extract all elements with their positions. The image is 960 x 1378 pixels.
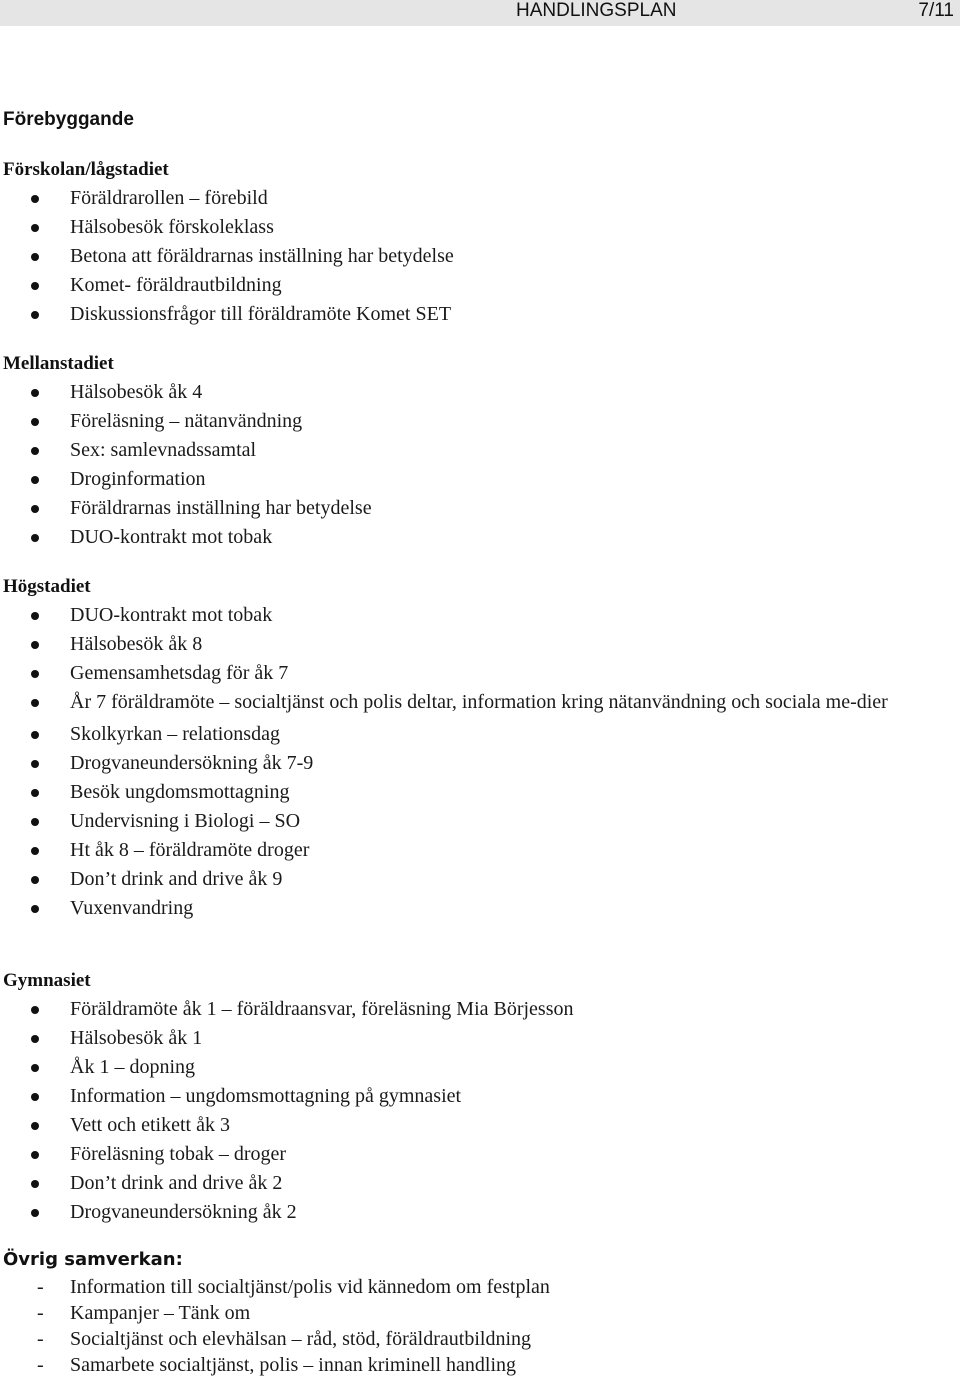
item-text: DUO-kontrakt mot tobak [70, 604, 273, 626]
item-text: Föräldrarnas inställning har betydelse [70, 497, 372, 519]
item-text: Vett och etikett åk 3 [70, 1114, 230, 1136]
page-header [0, 0, 960, 26]
list-item [3, 213, 943, 242]
item-text: Drogvaneundersökning åk 7-9 [70, 752, 314, 774]
list-item [3, 300, 943, 329]
bullet-icon [31, 418, 39, 426]
bullet-icon [31, 195, 39, 203]
bullet-icon [31, 876, 39, 884]
section-mellanstadiet [3, 349, 943, 552]
item-text: Don’t drink and drive åk 2 [70, 1172, 283, 1194]
list-item [3, 807, 943, 836]
list-item [3, 749, 943, 778]
bullet-icon [31, 476, 39, 484]
bullet-list [3, 601, 943, 923]
list-item [3, 494, 943, 523]
item-text: År 7 föräldramöte – socialtjänst och polis deltar, information kring nätanvändning och sociala me-dier [70, 691, 888, 713]
item-text: Information – ungdomsmottagning på gymnasiet [70, 1085, 462, 1107]
list-item [3, 1198, 943, 1227]
list-item [3, 242, 943, 271]
bullet-icon [31, 641, 39, 649]
bullet-icon [31, 1035, 39, 1043]
section-heading: Mellanstadiet [3, 353, 114, 374]
section-heading: Förskolan/lågstadiet [3, 159, 169, 180]
list-item [3, 720, 943, 749]
item-text: Besök ungdomsmottagning [70, 781, 290, 803]
item-text: Skolkyrkan – relationsdag [70, 723, 280, 745]
bullet-icon [31, 389, 39, 397]
list-item [3, 995, 943, 1024]
list-item [3, 836, 943, 865]
item-text: Hälsobesök åk 1 [70, 1027, 203, 1049]
item-text: Hälsobesök förskoleklass [70, 216, 274, 238]
item-text: Samarbete socialtjänst, polis – innan kriminell handling [70, 1354, 517, 1376]
list-item [3, 601, 943, 630]
item-text: Föräldramöte åk 1 – föräldraansvar, föreläsning Mia Börjesson [70, 998, 574, 1020]
bullet-icon [31, 224, 39, 232]
list-item [3, 1111, 943, 1140]
item-text: Don’t drink and drive åk 9 [70, 868, 283, 890]
item-text: Gemensamhetsdag för åk 7 [70, 662, 289, 684]
bullet-icon [31, 760, 39, 768]
bullet-icon [31, 670, 39, 678]
bullet-list [3, 378, 943, 552]
bullet-list [3, 184, 943, 329]
section-ovrig-samverkan [3, 1245, 943, 1378]
item-text: Vuxenvandring [70, 897, 194, 919]
item-text: Droginformation [70, 468, 206, 490]
dash-marker: - [37, 1328, 44, 1350]
list-item [3, 523, 943, 552]
item-text: Betona att föräldrarnas inställning har betydelse [70, 245, 454, 267]
bullet-list [3, 995, 943, 1227]
list-item [3, 1169, 943, 1198]
bullet-icon [31, 1122, 39, 1130]
list-item [3, 1326, 943, 1352]
item-text: Åk 1 – dopning [70, 1056, 195, 1078]
bullet-icon [31, 1151, 39, 1159]
bullet-icon [31, 1209, 39, 1217]
list-item [3, 865, 943, 894]
list-item [3, 1053, 943, 1082]
list-item [3, 1274, 943, 1300]
bullet-icon [31, 311, 39, 319]
list-item [3, 659, 943, 688]
section-hogstadiet [3, 572, 943, 923]
bullet-icon [31, 253, 39, 261]
list-item [3, 465, 943, 494]
list-item [3, 778, 943, 807]
bullet-icon [31, 505, 39, 513]
dash-marker: - [37, 1354, 44, 1376]
list-item [3, 1024, 943, 1053]
list-item [3, 378, 943, 407]
item-text: DUO-kontrakt mot tobak [70, 526, 273, 548]
bullet-icon [31, 1006, 39, 1014]
bullet-icon [31, 905, 39, 913]
list-item [3, 271, 943, 300]
section-heading: Högstadiet [3, 576, 91, 597]
item-text: Diskussionsfrågor till föräldramöte Komet SET [70, 303, 452, 325]
item-text: Hälsobesök åk 4 [70, 381, 203, 403]
bullet-icon [31, 1180, 39, 1188]
list-item [3, 688, 943, 720]
bullet-icon [31, 818, 39, 826]
list-item [3, 1352, 943, 1378]
dash-list [3, 1274, 943, 1378]
section-gymnasiet [3, 966, 943, 1227]
item-text: Kampanjer – Tänk om [70, 1302, 251, 1324]
list-item [3, 1082, 943, 1111]
list-item [3, 1140, 943, 1169]
bullet-icon [31, 847, 39, 855]
item-text: Ht åk 8 – föräldramöte droger [70, 839, 310, 861]
item-text: Komet- föräldrautbildning [70, 274, 282, 296]
bullet-icon [31, 447, 39, 455]
list-item [3, 436, 943, 465]
bullet-icon [31, 1093, 39, 1101]
item-text: Sex: samlevnadssamtal [70, 439, 257, 461]
document-title: HANDLINGSPLAN [516, 0, 677, 21]
item-text: Föreläsning – nätanvändning [70, 410, 303, 432]
bullet-icon [31, 1064, 39, 1072]
item-text: Drogvaneundersökning åk 2 [70, 1201, 297, 1223]
bullet-icon [31, 731, 39, 739]
list-item [3, 184, 943, 213]
item-text: Hälsobesök åk 8 [70, 633, 203, 655]
bullet-icon [31, 699, 39, 707]
page-number: 7/11 [918, 0, 954, 21]
section-forskolan [3, 155, 943, 329]
section-heading: Gymnasiet [3, 970, 91, 991]
bullet-icon [31, 789, 39, 797]
list-item [3, 630, 943, 659]
list-item [3, 894, 943, 923]
item-text: Socialtjänst och elevhälsan – råd, stöd, föräldrautbildning [70, 1328, 531, 1350]
section-heading: Övrig samverkan: [3, 1249, 183, 1270]
dash-marker: - [37, 1302, 44, 1324]
item-text: Information till socialtjänst/polis vid kännedom om festplan [70, 1276, 550, 1298]
item-text: Föräldrarollen – förebild [70, 187, 268, 209]
item-text: Undervisning i Biologi – SO [70, 810, 301, 832]
list-item [3, 407, 943, 436]
bullet-icon [31, 534, 39, 542]
list-item [3, 1300, 943, 1326]
bullet-icon [31, 612, 39, 620]
main-heading: Förebyggande [3, 109, 134, 130]
dash-marker: - [37, 1276, 44, 1298]
item-text: Föreläsning tobak – droger [70, 1143, 287, 1165]
bullet-icon [31, 282, 39, 290]
